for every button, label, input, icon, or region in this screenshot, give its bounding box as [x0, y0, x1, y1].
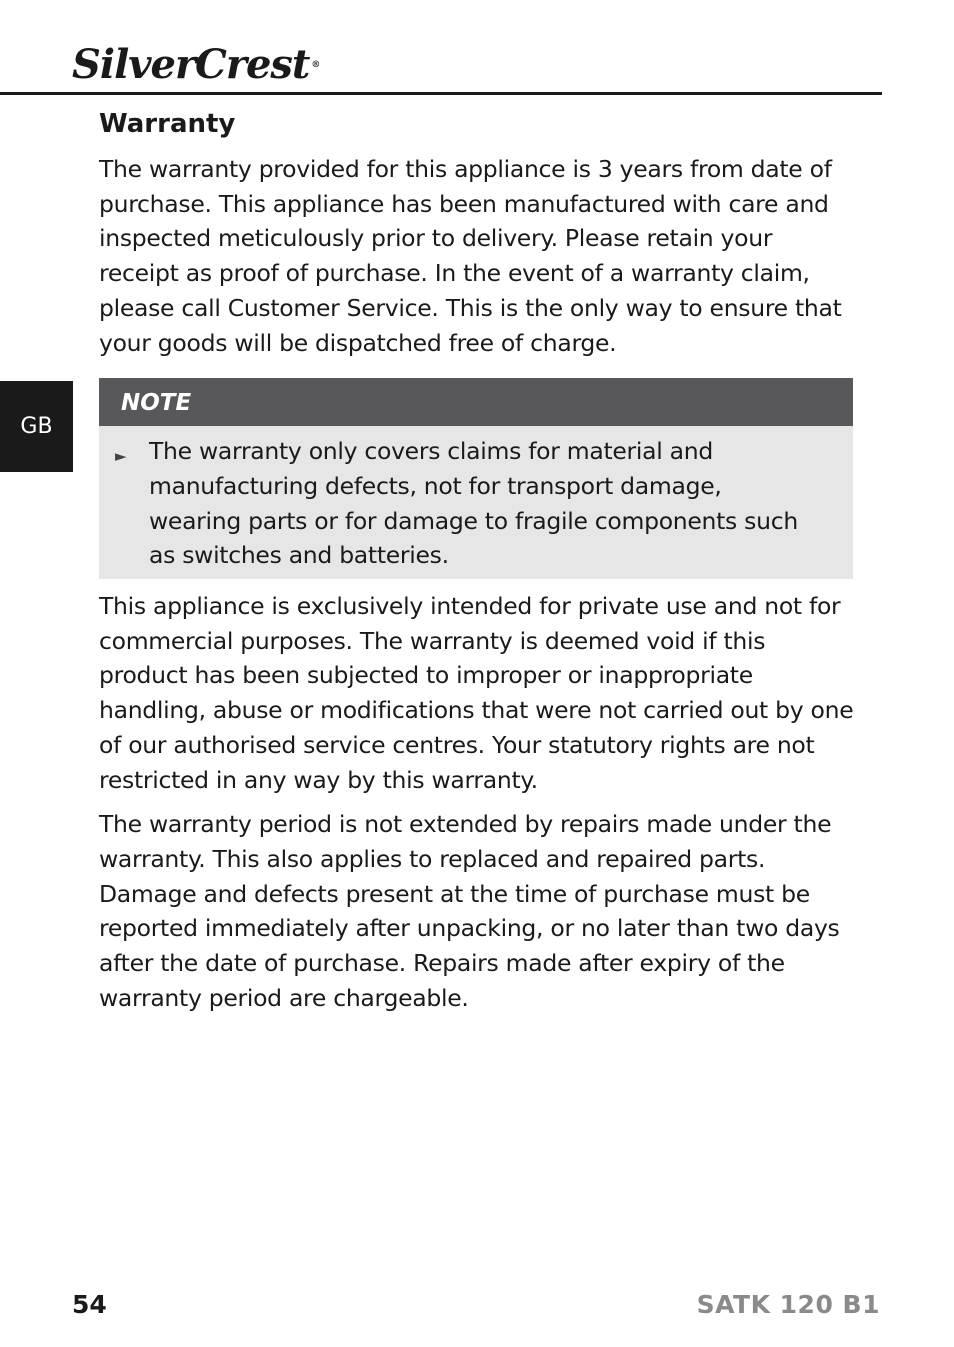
- model-number: SATK 120 B1: [696, 1290, 880, 1319]
- brand-name: SilverCrest: [72, 41, 310, 88]
- note-title: NOTE: [99, 378, 853, 426]
- language-tab: GB: [0, 381, 73, 472]
- intro-paragraph: The warranty provided for this appliance is 3 years from date of purchase. This appliance has been manufactured with care and inspected meticulously prior to delivery. Please retain your receipt as proof of purchase. In the event of a warranty claim, please call Customer Service. This is the only way to ensure that your goods will be dispatched free of charge.: [99, 155, 842, 357]
- repair-paragraph: The warranty period is not extended by repairs made under the warranty. This also applies to replaced and repaired parts. Damage and defects present at the time of purchase must be reported immediately after unpacking, or no later than two days after the date of purchase. Repairs made after expiry of the warranty period are chargeable.: [99, 810, 840, 1012]
- page-number: 54: [72, 1290, 107, 1319]
- note-text: The warranty only covers claims for material and manufacturing defects, not for transport damage, wearing parts or for damage to fragile components such as switches and batteries.: [149, 437, 798, 570]
- header-divider: [0, 92, 882, 95]
- note-body: [99, 426, 853, 579]
- main-content: [99, 104, 854, 1015]
- note-box: [99, 378, 853, 579]
- section-heading: Warranty: [99, 109, 236, 139]
- registered-mark: ®: [311, 60, 320, 70]
- bullet-arrow-icon: ►: [115, 447, 127, 466]
- brand-logo: [72, 40, 319, 90]
- usage-paragraph: This appliance is exclusively intended for private use and not for commercial purposes. The warranty is deemed void if this product has been subjected to improper or inappropriate handling, abuse or modifications that were not carried out by one of our authorised service centres. Your statutory rights are not restricted in any way by this warranty.: [99, 592, 854, 794]
